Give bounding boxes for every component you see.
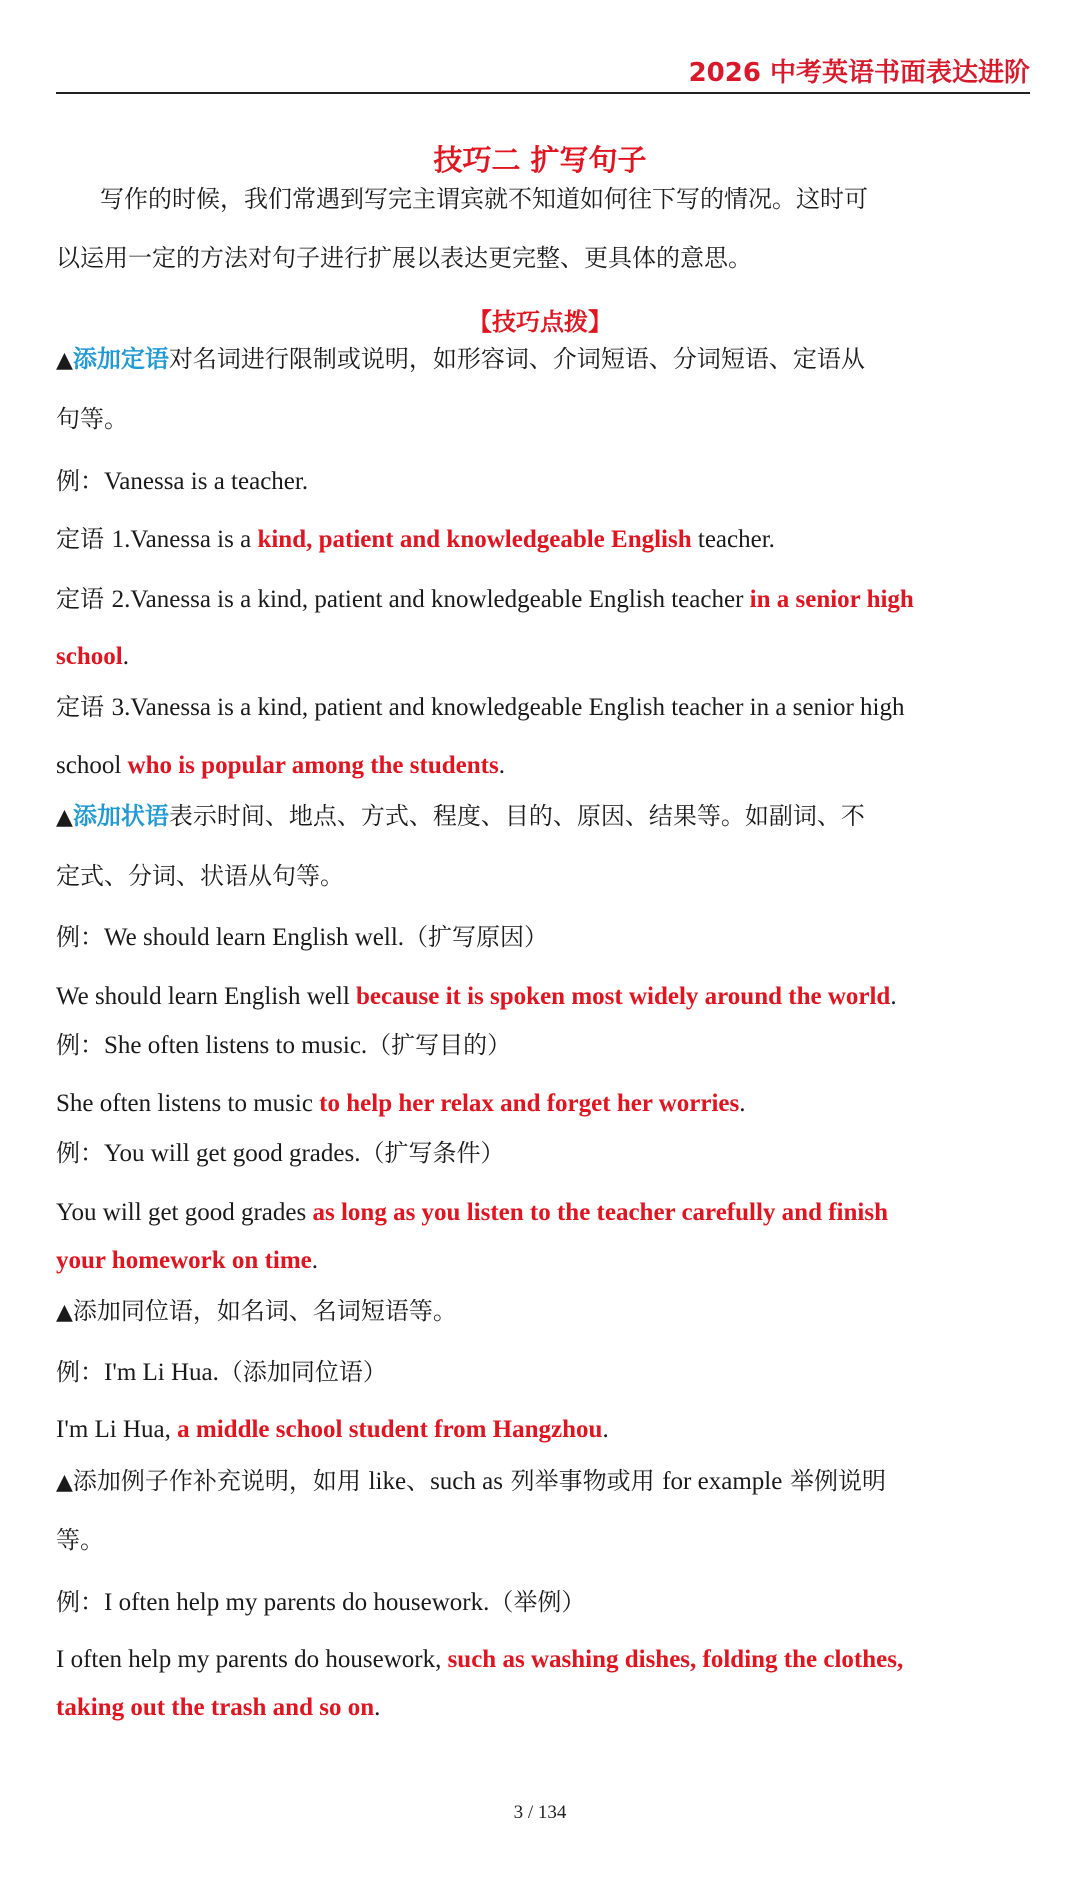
examples-example <box>56 1587 585 1618</box>
answer-text: We should learn English well <box>56 983 357 1010</box>
examples-answer <box>56 1644 903 1675</box>
example-note: （举例） <box>489 1588 586 1616</box>
answer-text: She often listens to music <box>56 1090 320 1117</box>
highlight-text: who is popular among the students <box>127 752 499 779</box>
header-title: 2026 中考英语书面表达进阶 <box>688 58 1030 88</box>
triangle-marker-icon: ▲ <box>56 348 73 373</box>
example-sentence: We should learn English well. <box>104 924 405 951</box>
highlight-text: a middle school student from Hangzhou <box>177 1416 603 1443</box>
attributive-desc-2: 句等。 <box>56 405 128 433</box>
item-text-end: . <box>498 752 505 779</box>
attributive-example <box>56 466 308 497</box>
attributive-desc-text: 对名词进行限制或说明，如形容词、介词短语、分词短语、定语从 <box>168 345 865 373</box>
highlight-text: such as washing dishes, folding the clothes, <box>447 1646 904 1673</box>
answer-text: I often help my parents do housework, <box>56 1646 448 1673</box>
answer-text-end: . <box>311 1247 319 1274</box>
keyword-for-example: for example <box>662 1468 783 1495</box>
answer-text-end: . <box>739 1090 746 1117</box>
answer-text: You will get good grades <box>56 1199 313 1226</box>
appositive-answer <box>56 1414 609 1445</box>
section-title: 技巧二 扩写句子 <box>433 143 647 177</box>
item-text: school <box>56 752 128 779</box>
item-label: 定语 <box>56 585 112 613</box>
highlight-text: as long as you listen to the teacher carefully and finish <box>312 1199 888 1226</box>
attributive-item-2-cont <box>56 641 129 672</box>
appositive-desc <box>56 1296 457 1328</box>
example-sentence: Vanessa is a teacher. <box>104 468 309 495</box>
example-note: （扩写条件） <box>360 1139 505 1167</box>
intro-line-2: 以运用一定的方法对句子进行扩展以表达更完整、更具体的意思。 <box>56 244 752 272</box>
highlight-text: kind, patient and knowledgeable English <box>257 526 692 553</box>
triangle-marker-icon: ▲ <box>56 1470 73 1495</box>
adverbial-example-3 <box>56 1138 504 1169</box>
attributive-item-3-cont <box>56 750 505 781</box>
highlight-text: your homework on time <box>56 1247 312 1274</box>
examples-desc-text-3: 举例说明 <box>782 1467 886 1495</box>
example-prefix: 例： <box>56 467 104 495</box>
highlight-text: taking out the trash and so on <box>56 1694 375 1721</box>
examples-desc-text-2: 列举事物或用 <box>502 1467 663 1495</box>
example-note: （扩写目的） <box>367 1031 512 1059</box>
example-sentence: You will get good grades. <box>104 1140 361 1167</box>
adverbial-term: 添加状语 <box>72 801 169 830</box>
example-note: （添加同位语） <box>218 1358 387 1386</box>
keyword-like: like <box>368 1468 407 1495</box>
example-sentence: She often listens to music. <box>104 1032 368 1059</box>
page-header <box>56 50 1030 94</box>
item-text: 3.Vanessa is a kind, patient and knowledgeable English teacher in a senior high <box>111 694 905 721</box>
answer-text-end: . <box>374 1694 381 1721</box>
example-prefix: 例： <box>56 1031 104 1059</box>
examples-answer-cont <box>56 1692 380 1723</box>
adverbial-answer-3-cont <box>56 1245 318 1276</box>
attributive-item-2 <box>56 584 914 615</box>
highlight-text: to help her relax and forget her worries <box>319 1090 740 1117</box>
adverbial-example-2 <box>56 1030 511 1061</box>
adverbial-answer-3 <box>56 1197 888 1228</box>
triangle-marker-icon: ▲ <box>56 805 73 830</box>
attributive-item-1 <box>56 524 775 555</box>
item-text-end: teacher. <box>691 526 775 553</box>
tip-heading: 【技巧点拨】 <box>468 308 612 336</box>
triangle-marker-icon: ▲ <box>56 1300 73 1325</box>
adverbial-answer-2 <box>56 1088 746 1119</box>
highlight-text: school <box>56 643 123 670</box>
examples-desc-sep: 、 <box>406 1467 431 1495</box>
answer-text-end: . <box>602 1416 609 1443</box>
example-prefix: 例： <box>56 1588 104 1616</box>
highlight-text: because it is spoken most widely around the world <box>356 983 891 1010</box>
adverbial-desc-text: 表示时间、地点、方式、程度、目的、原因、结果等。如副词、不 <box>168 802 865 830</box>
example-sentence: I often help my parents do housework. <box>104 1589 490 1616</box>
appositive-example <box>56 1357 387 1388</box>
attributive-item-3 <box>56 692 904 723</box>
adverbial-desc-1 <box>56 801 865 833</box>
intro-line-1: 写作的时候，我们常遇到写完主谓宾就不知道如何往下写的情况。这时可 <box>100 185 868 213</box>
adverbial-answer-1 <box>56 981 897 1012</box>
attributive-desc-1 <box>56 344 865 376</box>
example-prefix: 例： <box>56 1358 104 1386</box>
item-text: 1.Vanessa is a <box>111 526 258 553</box>
example-sentence: I'm Li Hua. <box>104 1359 219 1386</box>
example-note: （扩写原因） <box>404 923 549 951</box>
examples-desc-text: 添加例子作补充说明，如用 <box>72 1467 369 1495</box>
example-prefix: 例： <box>56 1139 104 1167</box>
examples-desc-2: 等。 <box>56 1526 104 1554</box>
item-label: 定语 <box>56 525 112 553</box>
adverbial-example-1 <box>56 922 548 953</box>
answer-text: I'm Li Hua, <box>56 1416 178 1443</box>
page-number: 3 / 134 <box>513 1802 567 1823</box>
answer-text-end: . <box>890 983 897 1010</box>
examples-desc-1 <box>56 1466 886 1498</box>
attributive-term: 添加定语 <box>72 344 169 373</box>
item-text: 2.Vanessa is a kind, patient and knowledgeable English teacher <box>111 586 750 613</box>
keyword-such-as: such as <box>430 1468 503 1495</box>
highlight-text: in a senior high <box>749 586 914 613</box>
item-label: 定语 <box>56 693 112 721</box>
item-text-end: . <box>122 643 129 670</box>
adverbial-desc-2: 定式、分词、状语从句等。 <box>56 862 344 890</box>
appositive-desc-text: 添加同位语，如名词、名词短语等。 <box>72 1297 457 1325</box>
example-prefix: 例： <box>56 923 104 951</box>
